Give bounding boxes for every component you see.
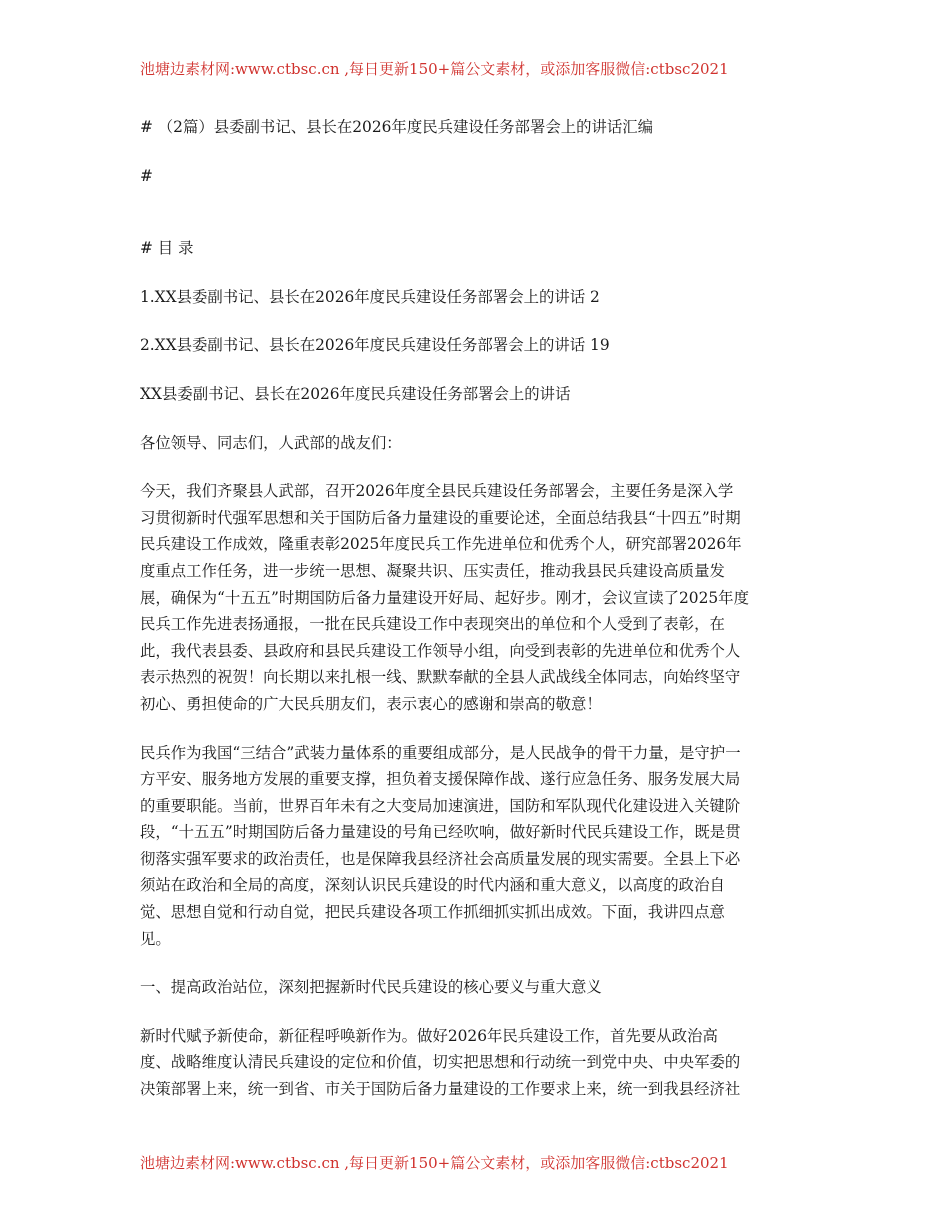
toc-heading: # 目 录 (140, 239, 194, 258)
toc-item-2: 2.XX县委副书记、县长在2026年度民兵建设任务部署会上的讲话 19 (140, 336, 610, 355)
paragraph-line: 此，我代表县委、县政府和县民兵建设工作领导小组，向受到表彰的先进单位和优秀个人 (140, 641, 741, 660)
paragraph-line: 民兵工作先进表扬通报，一批在民兵建设工作中表现突出的单位和个人受到了表彰，在 (140, 615, 725, 634)
paragraph-line: 度重点工作任务，进一步统一思想、凝聚共识、压实责任，推动我县民兵建设高质量发 (140, 561, 725, 580)
paragraph-line: 度、战略维度认清民兵建设的定位和价值，切实把思想和行动统一到党中央、中央军委的 (140, 1053, 741, 1072)
paragraph-line: 的重要职能。当前，世界百年未有之大变局加速演进，国防和军队现代化建设进入关键阶 (140, 796, 741, 815)
paragraph-line: 方平安、服务地方发展的重要支撑，担负着支援保障作战、遂行应急任务、服务发展大局 (140, 770, 741, 789)
paragraph-line: 展，确保为“十五五”时期国防后备力量建设开好局、起好步。刚才，会议宣读了2025年度 (140, 588, 749, 607)
paragraph-3 (140, 1023, 812, 1103)
paragraph-line: 见。 (140, 929, 171, 948)
paragraph-line: 段，“十五五”时期国防后备力量建设的号角已经吹响，做好新时代民兵建设工作，既是贯 (140, 823, 741, 842)
paragraph-line: 民兵作为我国“三结合”武装力量体系的重要组成部分，是人民战争的骨干力量，是守护一 (140, 743, 741, 762)
paragraph-line: 决策部署上来，统一到省、市关于国防后备力量建设的工作要求上来，统一到我县经济社 (140, 1080, 741, 1099)
paragraph-1 (140, 478, 812, 717)
paragraph-line: 表示热烈的祝贺！向长期以来扎根一线、默默奉献的全县人武战线全体同志，向始终坚守 (140, 668, 741, 687)
paragraph-line: 彻落实强军要求的政治责任，也是保障我县经济社会高质量发展的现实需要。全县上下必 (140, 849, 741, 868)
paragraph-line: 初心、勇担使命的广大民兵朋友们，表示衷心的感谢和崇高的敬意！ (140, 694, 602, 713)
header-watermark-banner: 池塘边素材网:www.ctbsc.cn ,每日更新150+篇公文素材，或添加客服微信:ctbsc2021 (140, 60, 729, 78)
toc-item-1: 1.XX县委副书记、县长在2026年度民兵建设任务部署会上的讲话 2 (140, 287, 600, 306)
paragraph-line: 习贯彻新时代强军思想和关于国防后备力量建设的重要论述，全面总结我县“十四五”时期 (140, 508, 741, 527)
paragraph-line: 民兵建设工作成效，隆重表彰2025年度民兵工作先进单位和优秀个人，研究部署2026年 (140, 535, 742, 554)
footer-watermark-banner: 池塘边素材网:www.ctbsc.cn ,每日更新150+篇公文素材，或添加客服微信:ctbsc2021 (140, 1154, 729, 1172)
paragraph-line: 须站在政治和全局的高度，深刻认识民兵建设的时代内涵和重大意义，以高度的政治自 (140, 876, 725, 895)
paragraph-line: 觉、思想自觉和行动自觉，把民兵建设各项工作抓细抓实抓出成效。下面，我讲四点意 (140, 903, 725, 922)
hash-line: # (140, 166, 153, 185)
document-title: # （2篇）县委副书记、县长在2026年度民兵建设任务部署会上的讲话汇编 (140, 118, 654, 136)
paragraph-line: 新时代赋予新使命，新征程呼唤新作为。做好2026年民兵建设工作，首先要从政治高 (140, 1026, 718, 1045)
speech-title: XX县委副书记、县长在2026年度民兵建设任务部署会上的讲话 (140, 384, 571, 403)
paragraph-line: 今天，我们齐聚县人武部，召开2026年度全县民兵建设任务部署会，主要任务是深入学 (140, 482, 734, 501)
paragraph-2 (140, 740, 812, 953)
greeting: 各位领导、同志们，人武部的战友们： (140, 433, 402, 452)
section-1-heading: 一、提高政治站位，深刻把握新时代民兵建设的核心要义与重大意义 (140, 978, 602, 997)
document-body (140, 114, 812, 1103)
